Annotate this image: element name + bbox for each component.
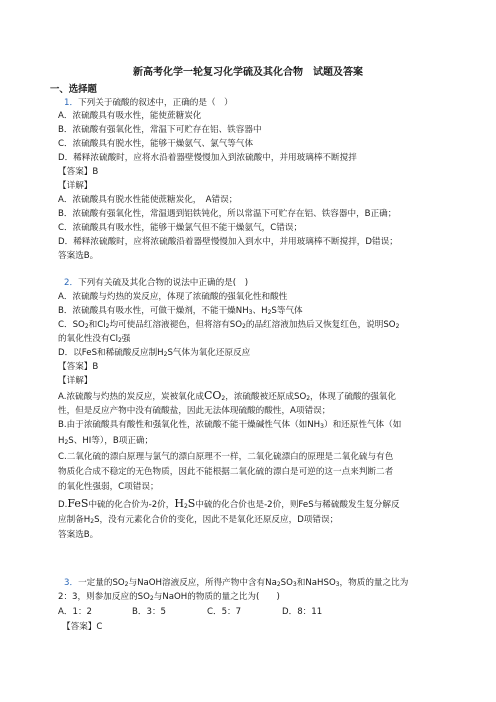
q3-options: [58, 606, 322, 618]
question-number: 2．: [64, 278, 79, 288]
q1-explain-conclusion: 答案选B。: [58, 251, 99, 261]
q1-option-c: C．浓硫酸具有脱水性，能够干燥氨气、氯气等气体: [58, 139, 254, 149]
q1-detail-label: 【详解】: [58, 181, 93, 191]
question-text: 下列有关硫及其化合物的说法中正确的是( ): [78, 278, 249, 288]
q2-explain-d: D.FeS中硫的化合价为-2价，$H_2S$中硫的化合价也是-2价，则FeS与稀硫酸发生复分解反: [58, 497, 400, 510]
q1-explain-a: A．浓硫酸具有脱水性能使蔗糖炭化， A错误；: [58, 195, 238, 205]
q1-explain-d: D．稀释浓硫酸时，应将浓硫酸沿着器壁慢慢加入到水中，并用玻璃棒不断搅拌，D错误；: [58, 237, 398, 247]
q2-detail-label: 【详解】: [58, 376, 93, 386]
q2-option-b: B．浓硫酸具有吸水性，可做干燥剂，不能干燥$NH_3$、$H_2S$等气体: [58, 306, 303, 316]
q2-explain-conclusion: 答案选B。: [58, 530, 99, 540]
question-3-stem: 3．一定量的$SO_2$与NaOH溶液反应，所得产物中含有$Na_2SO_3$和NaHSO$_3$，物质的量之比为: [64, 578, 409, 588]
q2-explain-a: A.浓硫酸与灼热的炭反应，炭被氧化成$CO_2$，浓硫酸被还原成$SO_2$，体现了硫酸的强氧化: [58, 389, 396, 402]
q2-explain-c-cont1: 物质化合成不稳定的无色物质，因此不能根据二氧化硫的漂白是可逆的这一点来判断二者: [58, 467, 394, 477]
q2-option-a: A．浓硫酸与灼热的炭反应，体现了浓硫酸的强氧化性和酸性: [58, 292, 288, 302]
q1-option-b: B．浓硫酸有强氧化性，常温下可贮存在铝、铁容器中: [58, 125, 262, 135]
q2-option-c: C．$SO_2$和$Cl_2$均可使品红溶液褪色，但将溶有$SO_2$的品红溶液加热后又恢复红色，说明$SO_2$: [58, 320, 400, 330]
q1-explain-b: B．浓硫酸有强氧化性，常温遇到铝铁钝化，所以常温下可贮存在铝、铁容器中，B正确；: [58, 209, 397, 219]
q3-option-b: B．3：5: [132, 607, 167, 617]
q2-explain-d-cont: 应制备$H_2S$，没有元素化合价的变化，因此不是氧化还原反应，D项错误；: [58, 515, 339, 525]
question-text: 下列关于硫酸的叙述中，正确的是（ ）: [78, 98, 233, 108]
q3-option-d: D．8：11: [282, 607, 323, 617]
page-title: 新高考化学一轮复习化学硫及其化合物 试题及答案: [133, 67, 363, 78]
q2-explain-b-cont: $H_2S$、HI等），B项正确；: [58, 436, 154, 446]
q2-explain-a-cont: 性，但是反应产物中没有硫酸盐，因此无法体现硫酸的酸性，A项错误；: [58, 406, 331, 416]
q3-answer: 【答案】C: [62, 622, 103, 632]
q2-explain-c: C.二氧化硫的漂白原理与氯气的漂白原理不一样，二氧化硫漂白的原理是二氧化硫与有色: [58, 452, 394, 462]
q1-answer: 【答案】B: [58, 167, 99, 177]
q2-option-d: D．以FeS和稀硫酸反应制$H_2S$气体为氧化还原反应: [58, 348, 251, 358]
q3-option-a: A．1：2: [58, 607, 93, 617]
q2-option-c-cont: 的氧化性没有$Cl_2$强: [58, 334, 131, 344]
q1-explain-c: C．浓硫酸具有吸水性，能够干燥氯气但不能干燥氨气，C错误；: [58, 223, 303, 233]
q1-option-d: D．稀释浓硫酸时，应将水沿着器壁慢慢加入到浓硫酸中，并用玻璃棒不断搅拌: [58, 153, 357, 163]
section-heading: 一、选择题: [50, 84, 97, 95]
q1-option-a: A．浓硫酸具有吸水性，能使蔗糖炭化: [58, 111, 202, 121]
q2-explain-b: B.由于浓硫酸具有酸性和强氧化性，浓硫酸不能干燥碱性气体（如$NH_3$）和还原性气体（如: [58, 420, 402, 430]
question-number: 3．: [64, 578, 79, 588]
q3-option-c: C．5：7: [207, 607, 242, 617]
question-2-stem: [64, 277, 248, 289]
q2-answer: 【答案】B: [58, 362, 99, 372]
question-number: 1．: [64, 98, 79, 108]
q2-explain-c-cont2: 的氧化性强弱，C项错误；: [58, 482, 159, 492]
question-1-stem: [64, 97, 233, 109]
q3-stem-cont: 2：3，则参加反应的$SO_2$与NaOH的物质的量之比为( ): [58, 592, 280, 602]
